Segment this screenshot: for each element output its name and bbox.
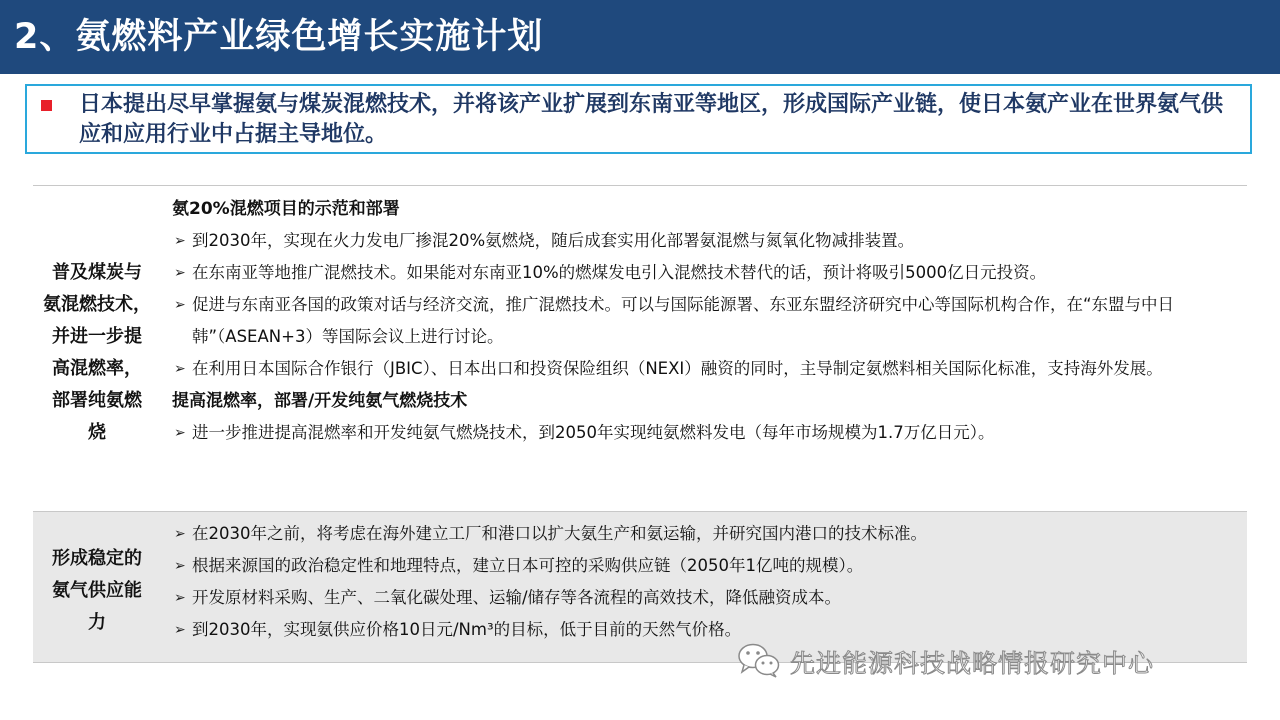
list-item xyxy=(172,257,1242,289)
row-1-label-line: 部署纯氨燃 xyxy=(52,390,142,411)
arrow-bullet-icon: ➢ xyxy=(174,361,186,377)
section-heading: 氨20%混燃项目的示范和部署 xyxy=(172,199,400,219)
arrow-bullet-icon: ➢ xyxy=(174,558,186,574)
row-2-label-line: 氨气供应能 xyxy=(52,580,142,601)
row-divider xyxy=(33,511,1247,512)
row-1-label-line: 氨混燃技术， xyxy=(43,294,151,315)
list-item-text: 根据来源国的政治稳定性和地理特点，建立日本可控的采购供应链（2050年1亿吨的规模）。 xyxy=(192,556,864,575)
arrow-bullet-icon: ➢ xyxy=(174,622,186,638)
section-heading: 提高混燃率，部署/开发纯氨气燃烧技术 xyxy=(172,391,468,411)
list-item-text: 到2030年，实现在火力发电厂掺混20%氨燃烧，随后成套实用化部署氨混燃与氮氧化物减排装置。 xyxy=(192,231,915,250)
list-item-text: 在利用日本国际合作银行（JBIC）、日本出口和投资保险组织（NEXI）融资的同时，主导制定氨燃料相关国际化标准，支持海外发展。 xyxy=(192,359,1163,378)
row-1-label-line: 普及煤炭与 xyxy=(52,262,142,283)
title-bar xyxy=(0,0,1280,74)
row-2-content xyxy=(172,518,1242,646)
arrow-bullet-icon: ➢ xyxy=(174,526,186,542)
summary-box xyxy=(25,84,1252,154)
list-item-text: 促进与东南亚各国的政策对话与经济交流，推广混燃技术。可以与国际能源署、东亚东盟经济研究中心等国际机构合作，在“东盟与中日韩”（ASEAN+3）等国际会议上进行讨论。 xyxy=(192,295,1175,346)
arrow-bullet-icon: ➢ xyxy=(174,265,186,281)
row-1-label-line: 高混燃率， xyxy=(52,358,142,379)
watermark-text: 先进能源科技战略情报研究中心 xyxy=(790,649,1155,678)
arrow-bullet-icon: ➢ xyxy=(174,425,186,441)
list-item-text: 在2030年之前，将考虑在海外建立工厂和港口以扩大氨生产和氨运输，并研究国内港口的技术标准。 xyxy=(192,524,927,543)
row-1-label-line: 烧 xyxy=(88,422,106,443)
list-item xyxy=(172,289,1242,353)
page-title: 2、氨燃料产业绿色增长实施计划 xyxy=(14,17,544,57)
table-top-rule xyxy=(33,185,1247,186)
wechat-icon xyxy=(736,641,782,683)
list-item xyxy=(172,353,1242,385)
list-item-text: 开发原材料采购、生产、二氧化碳处理、运输/储存等各流程的高效技术，降低融资成本。 xyxy=(192,588,842,607)
row-2-label-line: 形成稳定的 xyxy=(52,548,142,569)
list-item xyxy=(172,225,1242,257)
arrow-bullet-icon: ➢ xyxy=(174,233,186,249)
row-2-label-line: 力 xyxy=(88,612,106,633)
list-item-text: 到2030年，实现氨供应价格10日元/Nm³的目标，低于目前的天然气价格。 xyxy=(192,620,742,639)
list-item xyxy=(172,417,1242,449)
row-1-label xyxy=(33,257,161,449)
list-item-text: 进一步推进提高混燃率和开发纯氨气燃烧技术，到2050年实现纯氨燃料发电（每年市场规模为1.7万亿日元）。 xyxy=(192,423,995,442)
row-1-label-line: 并进一步提 xyxy=(52,326,142,347)
row-2-label xyxy=(33,543,161,639)
list-item xyxy=(172,518,1242,550)
row-1-content xyxy=(172,193,1242,449)
list-item-text: 在东南亚等地推广混燃技术。如果能对东南亚10%的燃煤发电引入混燃技术替代的话，预计将吸引5000亿日元投资。 xyxy=(192,263,1047,282)
arrow-bullet-icon: ➢ xyxy=(174,590,186,606)
list-item xyxy=(172,582,1242,614)
arrow-bullet-icon: ➢ xyxy=(174,297,186,313)
watermark xyxy=(736,642,1154,682)
list-item xyxy=(172,550,1242,582)
red-square-bullet-icon xyxy=(41,100,52,111)
summary-text: 日本提出尽早掌握氨与煤炭混燃技术，并将该产业扩展到东南亚等地区，形成国际产业链，使日本氨产业在世界氨气供应和应用行业中占据主导地位。 xyxy=(79,92,1224,147)
